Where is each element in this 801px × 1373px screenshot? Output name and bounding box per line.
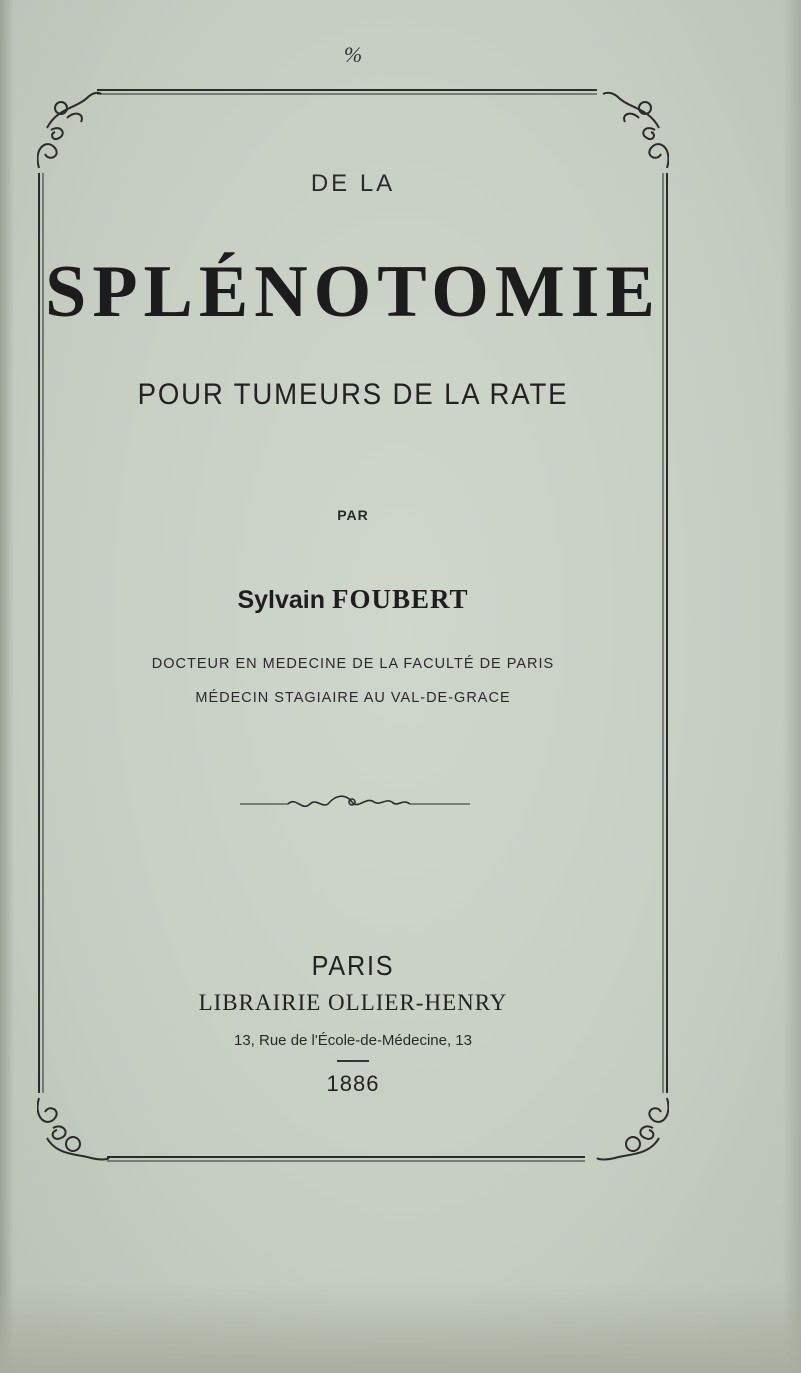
page-edge-bottom bbox=[0, 1283, 801, 1373]
page-edge-left bbox=[0, 0, 14, 1373]
flourish-divider bbox=[240, 792, 470, 816]
main-title: SPLÉNOTOMIE bbox=[45, 251, 661, 333]
imprint-publisher: LIBRAIRIE OLLIER-HENRY bbox=[198, 990, 508, 1015]
handwritten-mark: % bbox=[343, 42, 363, 67]
corner-ornament-top-left bbox=[38, 93, 101, 168]
imprint-address: 13, Rue de l'École-de-Médecine, 13 bbox=[233, 1032, 472, 1049]
imprint-city: PARIS bbox=[311, 950, 395, 981]
corner-ornament-bottom-left bbox=[38, 1098, 109, 1160]
author-credential-1: DOCTEUR EN MEDECINE DE LA FACULTÉ DE PARIS bbox=[151, 656, 555, 672]
short-rule-divider bbox=[337, 1060, 369, 1062]
imprint-year: 1886 bbox=[326, 1071, 380, 1096]
author-credential-2: MÉDECIN STAGIAIRE AU VAL-DE-GRACE bbox=[195, 690, 511, 706]
corner-ornament-bottom-right bbox=[597, 1098, 668, 1160]
page-edge-right bbox=[783, 0, 801, 1373]
by-label: PAR bbox=[337, 507, 369, 523]
corner-ornament-top-right bbox=[603, 93, 668, 168]
subtitle: POUR TUMEURS DE LA RATE bbox=[137, 378, 569, 411]
author-name bbox=[37, 584, 669, 615]
author-first-name: Sylvain bbox=[237, 586, 326, 614]
author-surname: FOUBERT bbox=[331, 584, 469, 614]
title-prefix: DE LA bbox=[310, 170, 396, 197]
